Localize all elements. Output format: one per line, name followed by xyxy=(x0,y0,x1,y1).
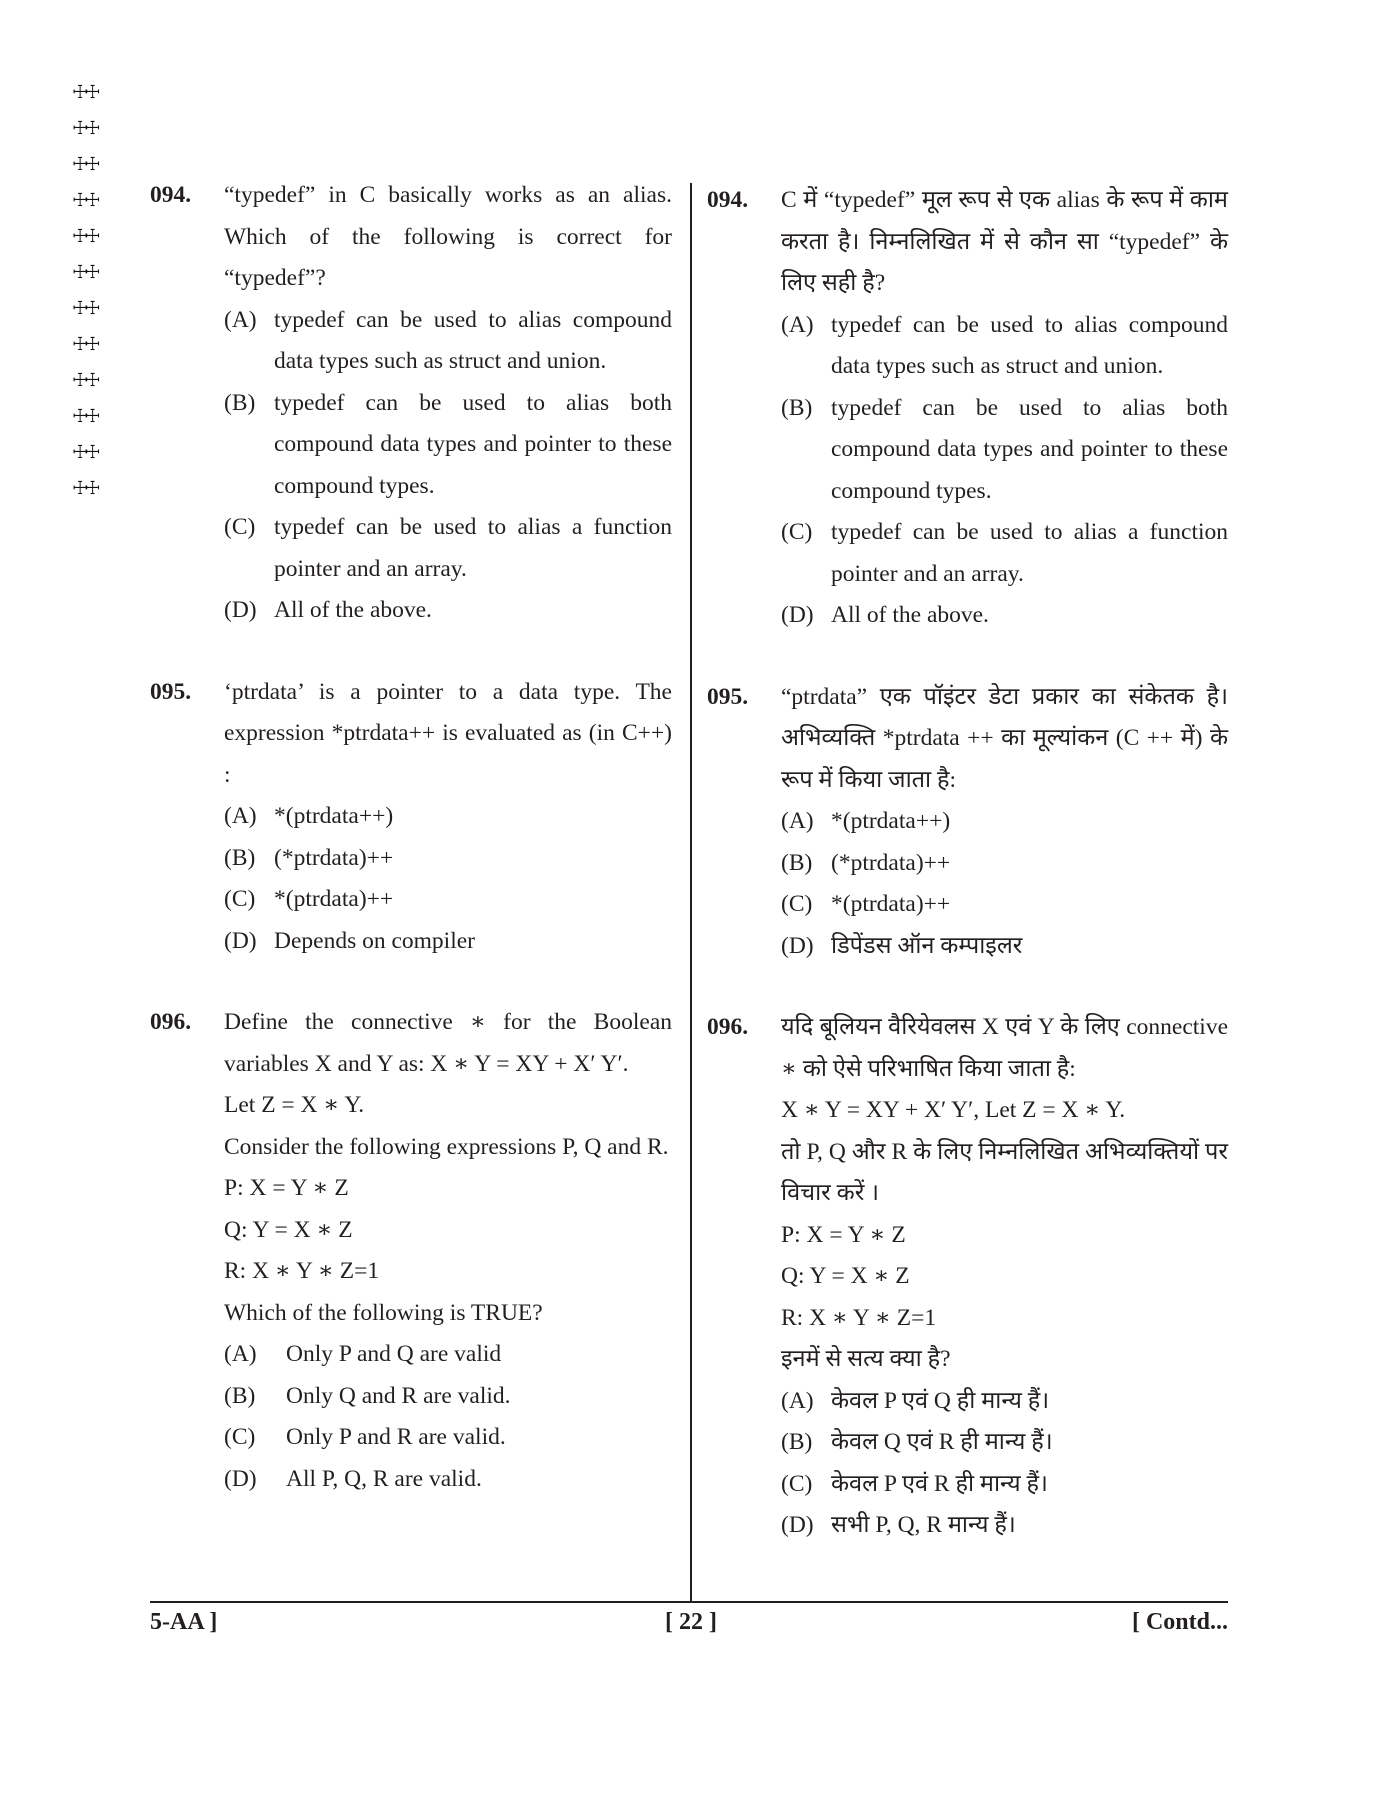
question-prompt: Which of the following is TRUE? xyxy=(224,1299,543,1326)
option-label: (B) xyxy=(781,849,813,876)
option-text: typedef can be used to alias a function pointer and an array. xyxy=(274,514,672,582)
question-stem: “typedef” in C basically works as an alias. Which of the following is correct for “typedef”? xyxy=(224,182,672,291)
option-text: typedef can be used to alias both compound data types and pointer to these compound types. xyxy=(831,394,1228,504)
option-c xyxy=(781,884,1228,926)
option-text: Depends on compiler xyxy=(274,927,476,954)
option-a xyxy=(224,300,672,383)
option-label: (B) xyxy=(224,389,256,416)
question-prompt: इनमें से सत्य क्या है? xyxy=(781,1346,951,1372)
option-d xyxy=(224,1459,672,1501)
question-stem: “ptrdata” एक पॉइंटर डेटा प्रकार का संकेतक है। अभिव्यक्ति *ptrdata ++ का मूल्यांकन (C ++ में) के रूप में किया जाता है: xyxy=(781,683,1228,793)
option-d xyxy=(224,590,672,632)
question-095-hi xyxy=(707,677,1228,968)
option-label: (A) xyxy=(781,1387,814,1414)
option-text: typedef can be used to alias a function pointer and an array. xyxy=(831,519,1228,587)
expression-q: Q: Y = X ∗ Z xyxy=(224,1216,353,1243)
question-number: 094. xyxy=(707,187,749,213)
question-096-hi xyxy=(707,1007,1228,1547)
option-label: (D) xyxy=(224,1465,257,1492)
option-text: (*ptrdata)++ xyxy=(831,849,951,876)
option-label: (D) xyxy=(781,1512,814,1538)
option-label: (C) xyxy=(781,891,813,917)
option-d xyxy=(781,926,1228,968)
option-text: केवल P एवं R ही मान्य हैं। xyxy=(831,1470,1048,1497)
option-c xyxy=(781,512,1228,595)
question-stem: यदि बूलियन वैरियेवलस X एवं Y के लिए connective ∗ को ऐसे परिभाषित किया जाता है: xyxy=(781,1014,1228,1082)
consider-statement: तो P, Q और R के लिए निम्नलिखित अभिव्यक्तियों पर विचार करें । xyxy=(781,1138,1228,1206)
option-text: डिपेंडस ऑन कम्पाइलर xyxy=(831,932,1023,959)
question-095-en xyxy=(150,672,672,963)
option-label: (D) xyxy=(781,932,814,959)
option-text: केवल Q एवं R ही मान्य हैं। xyxy=(831,1429,1053,1455)
option-text: Only P and R are valid. xyxy=(286,1424,506,1450)
option-a xyxy=(224,796,672,838)
expression-q: Q: Y = X ∗ Z xyxy=(781,1263,910,1289)
option-label: (B) xyxy=(781,394,813,421)
option-b xyxy=(224,1376,672,1418)
expression-p: P: X = Y ∗ Z xyxy=(224,1175,349,1201)
question-number: 096. xyxy=(707,1014,749,1040)
option-text: *(ptrdata++) xyxy=(274,803,394,829)
option-text: *(ptrdata)++ xyxy=(274,886,394,912)
security-mark: ☩☩ xyxy=(73,364,98,392)
question-number: 094. xyxy=(150,182,192,208)
expression-r: R: X ∗ Y ∗ Z=1 xyxy=(781,1304,937,1331)
security-mark: ☩☩ xyxy=(73,400,98,428)
option-c xyxy=(224,1417,672,1459)
option-label: (B) xyxy=(781,1429,813,1455)
hindi-column xyxy=(707,180,1228,1587)
option-a xyxy=(781,801,1228,843)
security-mark: ☩☩ xyxy=(73,220,98,248)
security-mark: ☩☩ xyxy=(73,436,98,464)
option-text: All of the above. xyxy=(274,597,432,623)
option-text: सभी P, Q, R मान्य हैं। xyxy=(831,1512,1016,1538)
option-label: (A) xyxy=(224,306,257,333)
option-label: (C) xyxy=(224,514,256,540)
option-a xyxy=(781,1381,1228,1423)
consider-statement: Consider the following expressions P, Q and R. xyxy=(224,1133,669,1160)
option-c xyxy=(224,879,672,921)
question-094-en xyxy=(150,175,672,632)
continued-label: [ Contd... xyxy=(1131,1609,1228,1635)
option-label: (C) xyxy=(224,1424,256,1450)
option-label: (B) xyxy=(224,844,256,871)
option-text: Only Q and R are valid. xyxy=(286,1382,511,1409)
option-label: (C) xyxy=(781,1470,813,1497)
question-stem: Define the connective ∗ for the Boolean variables X and Y as: X ∗ Y = XY + X′ Y′. xyxy=(224,1009,672,1077)
option-text: typedef can be used to alias both compound data types and pointer to these compound types. xyxy=(274,389,672,499)
option-b xyxy=(781,1422,1228,1464)
option-b xyxy=(781,388,1228,513)
option-d xyxy=(781,1505,1228,1547)
security-mark: ☩☩ xyxy=(73,472,98,500)
security-mark: ☩☩ xyxy=(73,148,98,176)
security-mark: ☩☩ xyxy=(73,76,98,104)
option-text: All P, Q, R are valid. xyxy=(286,1465,482,1492)
question-stem: ‘ptrdata’ is a pointer to a data type. The expression *ptrdata++ is evaluated as (in C++) : xyxy=(224,678,672,788)
option-d xyxy=(224,921,672,963)
english-column xyxy=(150,175,672,1540)
option-text: All of the above. xyxy=(831,602,989,628)
expression-r: R: X ∗ Y ∗ Z=1 xyxy=(224,1258,380,1284)
option-label: (D) xyxy=(224,927,257,954)
question-number: 095. xyxy=(707,683,749,710)
security-mark: ☩☩ xyxy=(73,292,98,320)
question-stem: C में “typedef” मूल रूप से एक alias के रूप में काम करता है। निम्नलिखित में से कौन सा “typedef” के लिए सही है? xyxy=(781,187,1228,296)
question-number: 096. xyxy=(150,1009,192,1035)
security-mark: ☩☩ xyxy=(73,184,98,212)
option-a xyxy=(224,1334,672,1376)
security-mark: ☩☩ xyxy=(73,256,98,284)
option-a xyxy=(781,305,1228,388)
option-text: typedef can be used to alias compound data types such as struct and union. xyxy=(831,311,1228,379)
option-c xyxy=(224,507,672,590)
question-096-en xyxy=(150,1002,672,1500)
question-number: 095. xyxy=(150,678,192,705)
expression-p: P: X = Y ∗ Z xyxy=(781,1221,906,1248)
option-text: केवल P एवं Q ही मान्य हैं। xyxy=(831,1387,1050,1414)
option-b xyxy=(224,383,672,508)
expression-definition: X ∗ Y = XY + X′ Y′, Let Z = X ∗ Y. xyxy=(781,1097,1126,1123)
security-mark: ☩☩ xyxy=(73,328,98,356)
option-d xyxy=(781,595,1228,637)
column-divider xyxy=(690,183,692,1601)
security-mark: ☩☩ xyxy=(73,112,98,140)
option-text: Only P and Q are valid xyxy=(286,1341,502,1367)
option-label: (A) xyxy=(224,803,257,829)
option-label: (A) xyxy=(224,1341,257,1367)
option-label: (D) xyxy=(224,597,257,623)
option-label: (C) xyxy=(224,886,256,912)
option-text: *(ptrdata++) xyxy=(831,808,951,834)
option-text: *(ptrdata)++ xyxy=(831,891,951,917)
option-label: (D) xyxy=(781,602,814,628)
page-number: [ 22 ] xyxy=(665,1609,717,1635)
option-label: (B) xyxy=(224,1382,256,1409)
booklet-code: 5-AA ] xyxy=(150,1609,218,1635)
option-b xyxy=(781,843,1228,885)
option-c xyxy=(781,1464,1228,1506)
option-label: (A) xyxy=(781,808,814,834)
option-text: typedef can be used to alias compound data types such as struct and union. xyxy=(274,306,672,374)
option-text: (*ptrdata)++ xyxy=(274,844,394,871)
question-094-hi xyxy=(707,180,1228,637)
option-b xyxy=(224,838,672,880)
let-statement: Let Z = X ∗ Y. xyxy=(224,1092,365,1118)
side-security-marks xyxy=(73,72,129,504)
option-label: (C) xyxy=(781,519,813,545)
option-label: (A) xyxy=(781,311,814,338)
